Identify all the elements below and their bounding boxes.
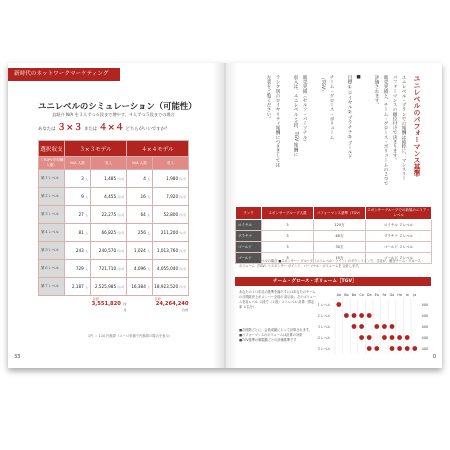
- total3-value: 3,551,820: [91, 301, 121, 307]
- summary-note: 例：ゴールドレベルの場合 ■スポンサー・グループ（ユニレベル・ライン）のダウンラインで、当社が、販売チーム・グロース・ボリューム（TGV）とスポンサー ポイント、パーソナル・ボリュームを 合計します。: [239, 259, 424, 268]
- cell-value: 第２レベル: [41, 194, 59, 198]
- cell-value: 1,013,760: [156, 248, 179, 253]
- cell-unit: 円/月: [179, 249, 187, 253]
- table-subheader-row: [39, 157, 189, 170]
- amount-4-cell: [153, 260, 189, 278]
- level-cell: [39, 260, 65, 278]
- total-label: 合計: [154, 297, 162, 301]
- cell-value: 2,525,985: [94, 284, 117, 289]
- summary-cell: プラチナ: [236, 231, 262, 242]
- cell-value: 22,275: [101, 212, 117, 217]
- cell-unit: 人: [85, 285, 88, 289]
- summary-cell: ゴールド: [236, 253, 262, 264]
- vertical-line: パフォーマンスの順位付けで決まります。: [392, 75, 397, 163]
- tgv-dot: [359, 313, 364, 318]
- tgv-dot: [390, 346, 395, 351]
- question-part-c: どちらがいいですか？: [125, 127, 170, 132]
- cell-unit: 円/月: [117, 231, 125, 235]
- cell-value: 27: [78, 212, 84, 217]
- level-cell: [39, 224, 65, 242]
- question-part-a: あなたは: [38, 127, 56, 132]
- cell-value: 4: [143, 176, 146, 181]
- question-part-b: または: [83, 127, 98, 132]
- tgv-description: あなたの１０年目の基準を満たすにはあなたのチームの月間総売上がメンバー全員の 総合計。そのボリュームを各レベル ２段で（２段）ユニレベル 計算（算定率 ６名分）: [239, 290, 317, 309]
- summary-cell: ゴールド ２レベル: [366, 242, 432, 253]
- tgv-dot: [352, 324, 357, 329]
- tgv-bullets: [239, 328, 319, 343]
- people-3-cell: [65, 206, 91, 224]
- summary-cell: ロイヤル: [236, 220, 262, 231]
- tgv-dot: [390, 324, 395, 329]
- tgv-bullet: ■TGV基準の制限額ごとの評価基準です: [239, 338, 297, 342]
- tgv-dot: [374, 324, 379, 329]
- tgv-dot: [405, 335, 410, 340]
- model3-label: ３×３: [56, 123, 83, 133]
- tgv-dot: [397, 346, 402, 351]
- tgv-level-label: ２レベル: [317, 314, 331, 318]
- cell-unit: 人: [147, 177, 151, 181]
- people-4-cell: [127, 206, 153, 224]
- model4-header: ４×４モデル: [127, 141, 189, 157]
- cell-unit: 人: [85, 213, 88, 217]
- tgv-right-value: 400: [421, 325, 429, 329]
- vertical-line: 販売実績と、チーム・グロース・ボリュームの２つで: [383, 75, 388, 186]
- cell-unit: 円/月: [117, 267, 125, 271]
- corner-header: 選択収支: [39, 141, 65, 157]
- vertical-line: 左表をご覧ください。: [266, 75, 271, 121]
- book-spread: [8, 63, 442, 368]
- total3-unit: 円/月: [122, 302, 127, 312]
- summary-row: [236, 220, 432, 231]
- summary-cell: 3: [262, 253, 314, 264]
- cell-value: 第６レベル: [41, 266, 59, 270]
- summary-header-row: [236, 207, 432, 220]
- table-row: [39, 224, 189, 242]
- cell-unit: 円/月: [179, 285, 187, 289]
- cell-value: 1,024: [133, 248, 146, 253]
- right-page: [225, 63, 442, 368]
- tgv-right-value: 400: [421, 336, 429, 340]
- amount-3-cell: [91, 206, 127, 224]
- total-3x3: [91, 296, 127, 314]
- people-3-cell: [65, 278, 91, 296]
- rank-summary-table: [235, 206, 432, 264]
- amount-4-cell: [153, 242, 189, 260]
- vertical-title: ユニレベルのパフォーマンス基準: [412, 75, 420, 177]
- vertical-line: （TGV）: [320, 75, 325, 94]
- amount-4-cell: [153, 170, 189, 188]
- cell-value: 18,923,520: [154, 284, 179, 289]
- summary-body: [236, 220, 432, 264]
- cell-unit: 人: [147, 195, 151, 199]
- tgv-x-label: Ga: [389, 293, 395, 297]
- tgv-dot: [374, 346, 379, 351]
- amount-4-cell: [153, 278, 189, 296]
- cell-unit: 円/月: [179, 195, 187, 199]
- cell-value: 256: [137, 230, 146, 235]
- model4-label: ４×４: [98, 123, 125, 133]
- cell-unit: 人: [85, 231, 88, 235]
- cell-value: 211,200: [160, 230, 179, 235]
- summary-cell: ロイヤル ２レベル: [366, 220, 432, 231]
- people-4-cell: [127, 224, 153, 242]
- page-number-left: 33: [14, 354, 21, 360]
- col-amount-4: 収入: [153, 157, 189, 170]
- cell-unit: 人: [147, 249, 151, 253]
- simulation-table: [38, 140, 189, 313]
- cell-unit: 円/月: [117, 213, 125, 217]
- tgv-x-label: Ba: [351, 293, 357, 297]
- summary-cell: 3: [262, 242, 314, 253]
- vertical-line: チーム・グロース・ボリューム: [329, 75, 334, 140]
- cell-unit: 円/月: [117, 285, 125, 289]
- people-4-cell: [127, 278, 153, 296]
- summary-header-cell: スポンサーグループ人数: [262, 207, 314, 220]
- cell-value: 16,384: [131, 284, 146, 289]
- cell-value: 4,055,040: [156, 266, 179, 271]
- tgv-level-label: ４レベル: [317, 336, 331, 340]
- tgv-dot: [390, 335, 395, 340]
- cell-value: 第４レベル: [41, 230, 59, 234]
- tgv-right-value: 400: [421, 303, 429, 307]
- tgv-bullet: ■パフォーマンスのボリュームは計算の対象: [239, 333, 303, 337]
- table-header-row: [39, 141, 189, 157]
- tgv-x-label: Ia: [405, 293, 409, 297]
- cell-value: 66,825: [101, 230, 117, 235]
- total4-value: 24,264,240: [155, 301, 189, 307]
- cell-unit: 人: [85, 177, 88, 181]
- vertical-line: ユニレベル・プランでの報酬は純粋に、マンスリー: [401, 75, 406, 181]
- cell-unit: 人: [147, 213, 151, 217]
- tgv-level-label: １レベル: [317, 303, 331, 307]
- cell-value: 721,710: [98, 266, 117, 271]
- cell-value: 240,570: [98, 248, 117, 253]
- summary-cell: プラチナ ２レベル: [366, 231, 432, 242]
- tgv-dot: [344, 313, 349, 318]
- cell-unit: 人: [147, 285, 151, 289]
- cell-value: 729: [75, 266, 84, 271]
- amount-3-cell: [91, 188, 127, 206]
- cell-value: 2,187: [71, 284, 84, 289]
- left-page: [8, 63, 225, 368]
- cell-value: 64: [140, 212, 146, 217]
- vertical-line: 収入は、ユニレベル ５段、TGV 報酬に: [293, 75, 298, 157]
- tgv-dot: [397, 335, 402, 340]
- amount-3-cell: [91, 170, 127, 188]
- cell-value: 第５レベル: [41, 248, 59, 252]
- level-cell: [39, 188, 65, 206]
- tgv-dot: [382, 324, 387, 329]
- summary-header-cell: パフォーマンス基準（TGV）: [314, 207, 366, 220]
- level-cell: [39, 242, 65, 260]
- tgv-dot: [367, 335, 372, 340]
- level-cell: [39, 278, 65, 296]
- tgv-x-label: Ea: [374, 293, 379, 297]
- amount-4-cell: [153, 206, 189, 224]
- cell-value: 4,096: [133, 266, 146, 271]
- people-3-cell: [65, 170, 91, 188]
- summary-cell: ゴールド ２レベル: [366, 253, 432, 264]
- tgv-level-label: ３レベル: [317, 325, 331, 329]
- cell-value: 第１レベル: [41, 176, 59, 180]
- people-3-cell: [65, 224, 91, 242]
- cell-value: 7,920: [166, 194, 179, 199]
- summary-header-cell: スポンサーグループでの新規のエリア・レベル: [366, 207, 432, 220]
- total-4x4: [153, 296, 189, 314]
- summary-row: [236, 242, 432, 253]
- tgv-x-label: Fa: [382, 293, 387, 297]
- people-3-cell: [65, 242, 91, 260]
- cell-value: 16: [140, 194, 146, 199]
- table-row: [39, 260, 189, 278]
- tgv-dot: [412, 346, 417, 351]
- tgv-dot: [367, 313, 372, 318]
- cell-unit: 人: [85, 195, 88, 199]
- tgv-dot: [405, 346, 410, 351]
- vertical-line: 目標 ①ロイヤル ②プラチナ ③ゴールド: [347, 75, 352, 159]
- people-4-cell: [127, 242, 153, 260]
- table-row: [39, 278, 189, 296]
- tgv-x-label: Ja: [413, 293, 417, 297]
- model3-header: ３×３モデル: [65, 141, 127, 157]
- summary-cell: 120万: [314, 220, 366, 231]
- tgv-level-label: ５レベル: [317, 347, 331, 351]
- amount-3-cell: [91, 242, 127, 260]
- level-cell: [39, 206, 65, 224]
- cell-unit: 人: [147, 267, 151, 271]
- tgv-dot: [367, 346, 372, 351]
- cell-unit: 人: [85, 249, 88, 253]
- cell-value: 1,485: [104, 176, 117, 181]
- tgv-right-value: 400: [421, 314, 429, 318]
- amount-3-cell: [91, 224, 127, 242]
- cell-unit: 人: [147, 231, 151, 235]
- chapter-tab: 新時代のネットワークマーケティング: [8, 68, 120, 81]
- tgv-dot: [336, 302, 341, 307]
- tgv-x-label: Aa: [336, 293, 342, 297]
- table-row: [39, 170, 189, 188]
- tgv-header: チーム・グロース・ボリューム［TGV］: [235, 277, 431, 286]
- people-4-cell: [127, 260, 153, 278]
- footnote: 1円 ＝ 110 円換算（ユーロ単価で円換算の場合を表示）: [88, 334, 173, 338]
- cell-value: 1,980: [166, 176, 179, 181]
- cell-unit: 円/月: [179, 213, 187, 217]
- cell-unit: 円/月: [117, 177, 125, 181]
- page-number-right: 0: [432, 354, 436, 360]
- total-label: 合計: [92, 297, 100, 301]
- cell-unit: 円/月: [179, 177, 187, 181]
- people-4-cell: [127, 170, 153, 188]
- summary-cell: 60万: [314, 231, 366, 242]
- table-total-row: [39, 296, 189, 314]
- people-3-cell: [65, 260, 91, 278]
- table-row: [39, 206, 189, 224]
- question-line: [38, 120, 169, 133]
- sub-header: 〈TGPV平均購入額〉: [39, 157, 65, 170]
- cell-value: 3: [81, 176, 84, 181]
- cell-value: 81: [78, 230, 84, 235]
- amount-3-cell: [91, 278, 127, 296]
- vertical-line: 販売実績（セルフ・パーソナル）: [302, 75, 307, 144]
- col-people-4: N/A 人数: [127, 157, 153, 170]
- table-row: [39, 242, 189, 260]
- cell-value: 第３レベル: [41, 212, 59, 216]
- summary-cell: 30万: [314, 242, 366, 253]
- summary-row: [236, 231, 432, 242]
- vertical-line: 評価されます。: [374, 75, 379, 108]
- table-row: [39, 188, 189, 206]
- amount-3-cell: [91, 260, 127, 278]
- cell-value: 4,455: [104, 194, 117, 199]
- tgv-dot: [352, 313, 357, 318]
- amount-4-cell: [153, 188, 189, 206]
- summary-cell: 3: [262, 231, 314, 242]
- people-3-cell: [65, 188, 91, 206]
- level-cell: [39, 170, 65, 188]
- cell-unit: 円/月: [179, 231, 187, 235]
- tgv-x-label: Bo: [344, 293, 349, 297]
- cell-unit: 円/月: [179, 267, 187, 271]
- total4-unit: 円/月: [181, 308, 189, 312]
- tgv-x-label: Da: [366, 293, 372, 297]
- people-4-cell: [127, 188, 153, 206]
- col-people-3: N/A 人数: [65, 157, 91, 170]
- tgv-dot: [359, 324, 364, 329]
- vertical-line: ランク別のロイヤリティ報酬につきましては: [275, 75, 280, 167]
- cell-value: 第７レベル: [41, 284, 59, 288]
- tgv-chart: [317, 289, 429, 361]
- subtitle: 直紹介 N/A を３人ずつ６段まで増やす、４人ずつ５段までの場合: [52, 112, 175, 117]
- tgv-x-label: Co: [359, 293, 364, 297]
- cell-unit: 円/月: [117, 249, 125, 253]
- summary-cell: 3: [262, 220, 314, 231]
- tgv-bullet: ■各段階ごとに、会員成績によって計算されます。: [239, 328, 312, 332]
- cell-unit: 人: [85, 267, 88, 271]
- summary-cell: 15万: [314, 253, 366, 264]
- vertical-line: ■: [356, 75, 361, 80]
- cell-value: 52,800: [163, 212, 179, 217]
- tgv-x-label: Ha: [397, 293, 402, 297]
- cell-value: 243: [75, 248, 84, 253]
- page-title: ユニレベルのシミュレーション（可能性）: [38, 101, 197, 111]
- tgv-dot: [382, 335, 387, 340]
- summary-header-cell: ランク: [236, 207, 262, 220]
- cell-unit: 円/月: [117, 195, 125, 199]
- table-body: [39, 170, 189, 296]
- tgv-right-value: 400: [421, 347, 429, 351]
- cell-value: 9: [81, 194, 84, 199]
- summary-cell: ゴールド: [236, 242, 262, 253]
- amount-4-cell: [153, 224, 189, 242]
- tgv-dot: [359, 335, 364, 340]
- col-amount-3: 収入: [91, 157, 127, 170]
